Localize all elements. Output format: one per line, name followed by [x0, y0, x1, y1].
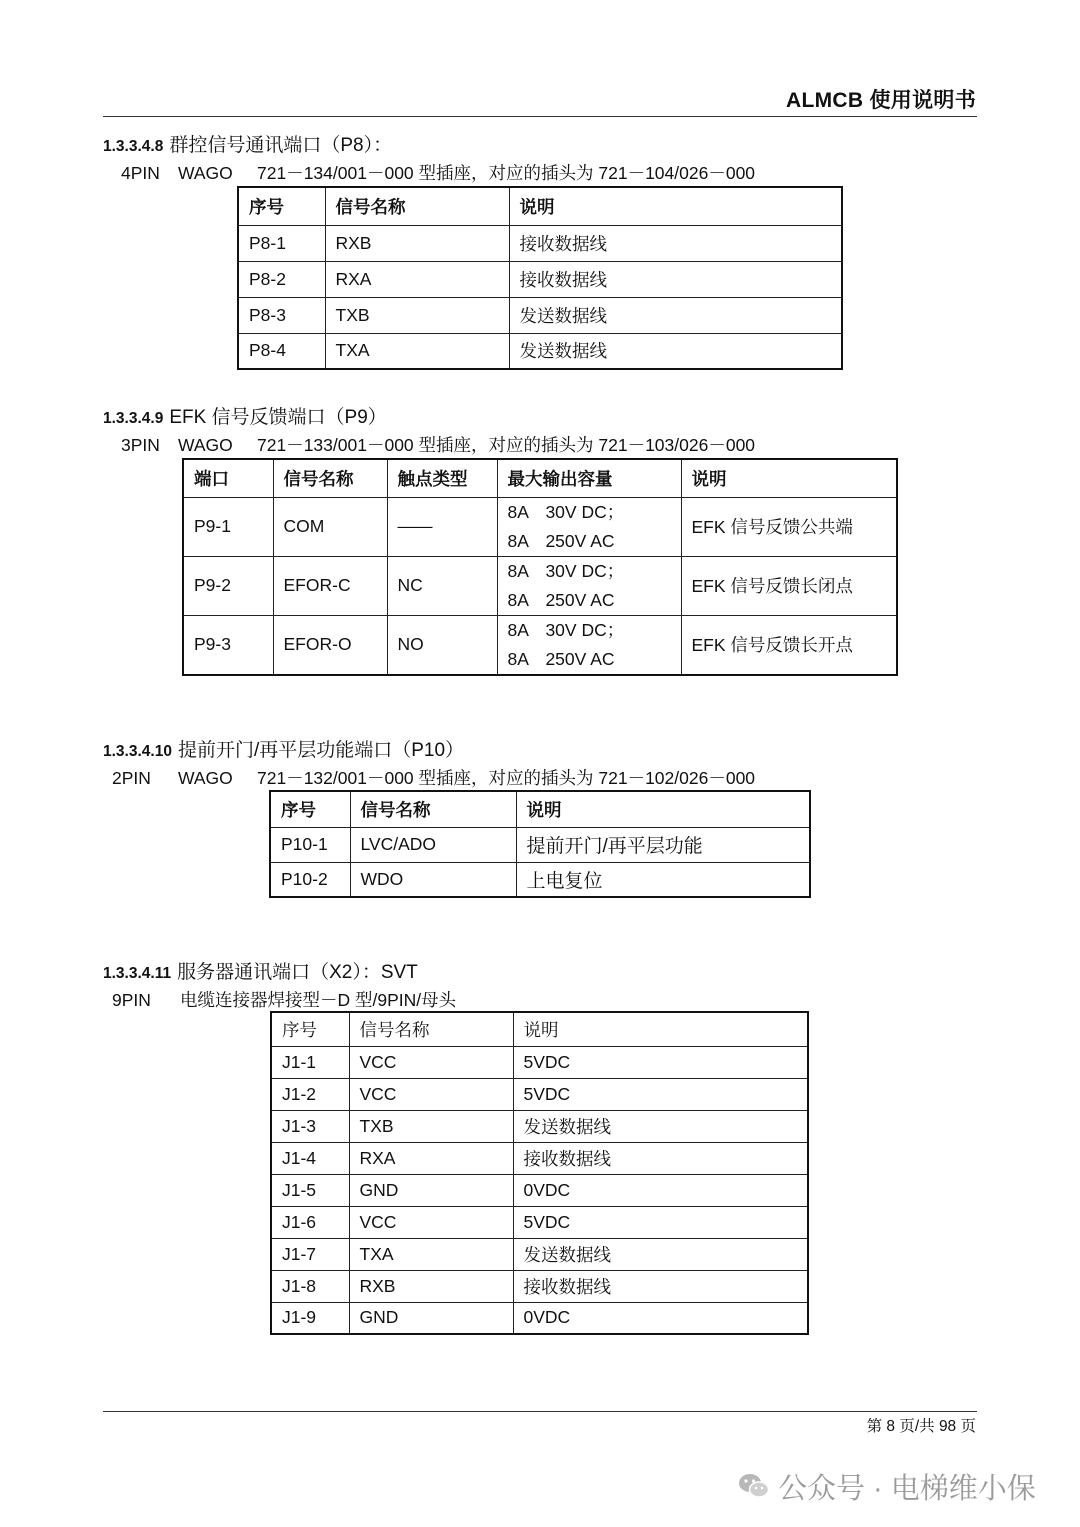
pin-count: 9PIN — [112, 990, 151, 1010]
table-row — [183, 497, 897, 556]
table-cell: P9-3 — [183, 615, 273, 675]
column-header: 端口 — [183, 459, 273, 497]
column-header: 信号名称 — [325, 187, 509, 225]
table-row — [271, 1046, 808, 1078]
table-cell: J1-2 — [271, 1078, 349, 1110]
section-number: 1.3.3.4.8 — [103, 138, 164, 155]
table-cell: P8-3 — [238, 297, 325, 333]
table-cell: RXA — [349, 1142, 513, 1174]
table-cell: P9-2 — [183, 556, 273, 615]
brand: WAGO — [178, 163, 233, 183]
section-heading-p9 — [103, 402, 387, 429]
spec-text: 721－133/001－000 型插座，对应的插头为 721－103/026－000 — [257, 435, 756, 455]
table-cell: P10-1 — [270, 827, 350, 862]
column-header: 信号名称 — [273, 459, 387, 497]
table-row — [238, 225, 842, 261]
column-header: 触点类型 — [387, 459, 497, 497]
capacity-cell — [497, 497, 681, 556]
connector-spec-p8 — [121, 160, 755, 185]
table-cell: 0VDC — [513, 1174, 808, 1206]
table-cell: J1-7 — [271, 1238, 349, 1270]
table-row — [183, 556, 897, 615]
table-cell: VCC — [349, 1046, 513, 1078]
capacity-cell — [497, 556, 681, 615]
table-cell: 5VDC — [513, 1078, 808, 1110]
table-cell: TXA — [325, 333, 509, 369]
table-cell: 提前开门/再平层功能 — [516, 827, 810, 862]
connector-spec-x2 — [112, 987, 456, 1012]
table-cell: EFK 信号反馈公共端 — [681, 497, 897, 556]
table-cell: EFK 信号反馈长开点 — [681, 615, 897, 675]
table-cell: J1-9 — [271, 1302, 349, 1334]
table-cell: LVC/ADO — [350, 827, 516, 862]
table-cell: RXB — [325, 225, 509, 261]
table-x2 — [270, 1011, 809, 1335]
table-cell: 5VDC — [513, 1046, 808, 1078]
table-row — [238, 261, 842, 297]
brand: WAGO — [178, 435, 233, 455]
table-cell: 接收数据线 — [509, 225, 842, 261]
column-header: 说明 — [513, 1012, 808, 1046]
table-row — [238, 333, 842, 369]
table-cell: EFOR-O — [273, 615, 387, 675]
connector-spec-p10 — [112, 765, 755, 790]
capacity-ac: 8A 250V AC — [507, 589, 615, 610]
column-header: 序号 — [238, 187, 325, 225]
table-cell: 上电复位 — [516, 862, 810, 897]
table-row — [271, 1206, 808, 1238]
table-cell: P8-1 — [238, 225, 325, 261]
table-cell: EFOR-C — [273, 556, 387, 615]
table-cell: P8-4 — [238, 333, 325, 369]
connector-spec-p9 — [121, 432, 755, 457]
section-title: 服务器通讯端口（X2）：SVT — [177, 962, 418, 983]
table-p10 — [269, 790, 811, 898]
table-header-row — [183, 459, 897, 497]
table-row — [270, 827, 810, 862]
table-row — [271, 1270, 808, 1302]
capacity-dc: 8A 30V DC； — [507, 619, 625, 640]
section-heading-p10 — [103, 735, 464, 762]
table-cell: —— — [387, 497, 497, 556]
table-cell: J1-5 — [271, 1174, 349, 1206]
table-cell: P8-2 — [238, 261, 325, 297]
table-header-row — [270, 791, 810, 827]
table-cell: NC — [387, 556, 497, 615]
header-divider — [103, 116, 977, 117]
table-row — [183, 615, 897, 675]
capacity-ac: 8A 250V AC — [507, 530, 615, 551]
section-heading-x2 — [103, 957, 418, 984]
table-cell: RXB — [349, 1270, 513, 1302]
table-cell: GND — [349, 1302, 513, 1334]
table-cell: VCC — [349, 1206, 513, 1238]
table-cell: 发送数据线 — [509, 333, 842, 369]
table-cell: 5VDC — [513, 1206, 808, 1238]
brand: WAGO — [178, 768, 233, 788]
page-header-title: ALMCB 使用说明书 — [786, 89, 976, 112]
table-cell: J1-1 — [271, 1046, 349, 1078]
table-cell: WDO — [350, 862, 516, 897]
section-number: 1.3.3.4.10 — [103, 743, 172, 760]
page-number: 第 8 页/共 98 页 — [866, 1418, 976, 1435]
column-header: 信号名称 — [349, 1012, 513, 1046]
section-number: 1.3.3.4.11 — [103, 965, 172, 982]
table-cell: J1-4 — [271, 1142, 349, 1174]
section-heading-p8 — [103, 130, 392, 157]
pin-count: 2PIN — [112, 768, 151, 788]
capacity-dc: 8A 30V DC； — [507, 560, 625, 581]
table-cell: TXB — [325, 297, 509, 333]
footer-divider — [103, 1411, 977, 1412]
column-header: 序号 — [270, 791, 350, 827]
pin-count: 3PIN — [121, 435, 160, 455]
table-row — [238, 297, 842, 333]
table-cell: J1-6 — [271, 1206, 349, 1238]
table-cell: EFK 信号反馈长闭点 — [681, 556, 897, 615]
capacity-dc: 8A 30V DC； — [507, 501, 625, 522]
table-cell: J1-8 — [271, 1270, 349, 1302]
table-row — [271, 1110, 808, 1142]
table-p8 — [237, 186, 843, 370]
pin-count: 4PIN — [121, 163, 160, 183]
table-cell: RXA — [325, 261, 509, 297]
table-cell: 发送数据线 — [509, 297, 842, 333]
section-title: EFK 信号反馈端口（P9） — [169, 407, 387, 428]
table-row — [271, 1078, 808, 1110]
spec-text: 721－134/001－000 型插座，对应的插头为 721－104/026－000 — [257, 163, 756, 183]
table-cell: VCC — [349, 1078, 513, 1110]
table-cell: J1-3 — [271, 1110, 349, 1142]
table-cell: 发送数据线 — [513, 1110, 808, 1142]
table-cell: 接收数据线 — [509, 261, 842, 297]
table-row — [271, 1174, 808, 1206]
table-cell: 发送数据线 — [513, 1238, 808, 1270]
section-title: 群控信号通讯端口（P8）： — [169, 135, 393, 156]
table-cell: P10-2 — [270, 862, 350, 897]
table-cell: 0VDC — [513, 1302, 808, 1334]
column-header: 说明 — [509, 187, 842, 225]
table-row — [271, 1142, 808, 1174]
table-header-row — [271, 1012, 808, 1046]
table-cell: TXB — [349, 1110, 513, 1142]
spec-text: 电缆连接器焊接型－D 型/9PIN/母头 — [180, 990, 457, 1010]
table-cell: GND — [349, 1174, 513, 1206]
table-cell: TXA — [349, 1238, 513, 1270]
column-header: 信号名称 — [350, 791, 516, 827]
capacity-ac: 8A 250V AC — [507, 648, 615, 669]
table-cell: 接收数据线 — [513, 1270, 808, 1302]
section-number: 1.3.3.4.9 — [103, 410, 164, 427]
section-title: 提前开门/再平层功能端口（P10） — [177, 740, 465, 761]
column-header: 最大输出容量 — [497, 459, 681, 497]
table-p9 — [182, 458, 898, 676]
watermark-text: 公众号 · 电梯维小保 — [778, 1473, 1036, 1505]
wechat-logo-icon — [738, 1472, 770, 1508]
table-cell: 接收数据线 — [513, 1142, 808, 1174]
table-row — [271, 1238, 808, 1270]
spec-text: 721－132/001－000 型插座，对应的插头为 721－102/026－000 — [257, 768, 756, 788]
table-header-row — [238, 187, 842, 225]
watermark — [738, 1466, 1036, 1508]
table-cell: P9-1 — [183, 497, 273, 556]
capacity-cell — [497, 615, 681, 675]
table-cell: NO — [387, 615, 497, 675]
table-cell: COM — [273, 497, 387, 556]
table-row — [271, 1302, 808, 1334]
column-header: 说明 — [681, 459, 897, 497]
table-row — [270, 862, 810, 897]
column-header: 序号 — [271, 1012, 349, 1046]
column-header: 说明 — [516, 791, 810, 827]
